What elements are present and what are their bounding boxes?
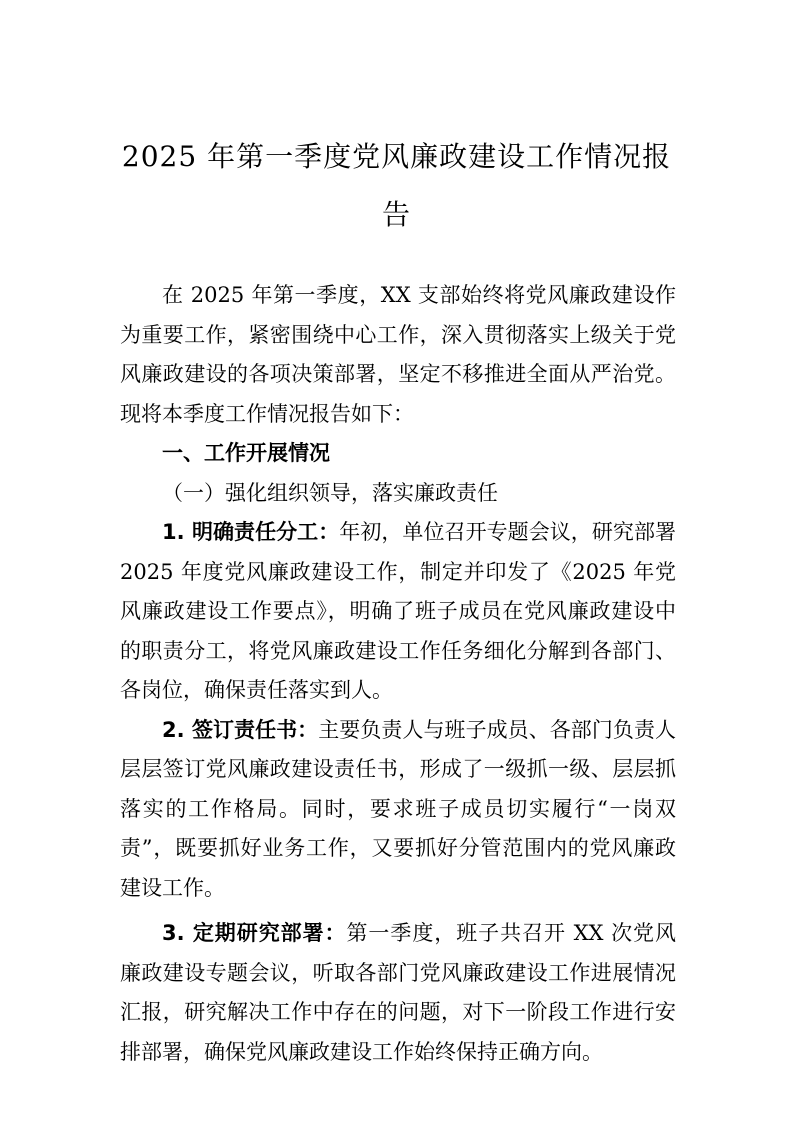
document-title-line2: 告 — [381, 198, 411, 231]
document-title-line1: 2025 年第一季度党风廉政建设工作情况报 — [121, 140, 672, 173]
document-body — [120, 276, 676, 1072]
intro-paragraph: 在 2025 年第一季度，XX 支部始终将党风廉政建设作为重要工作，紧密围绕中心工作，深入贯彻落实上级关于党风廉政建设的各项决策部署，坚定不移推进全面从严治党。现将本季度工作情况报告如下： — [120, 283, 676, 426]
item-paragraph-2 — [120, 711, 676, 909]
item-lead-3: 3. 定期研究部署： — [162, 921, 347, 945]
item-paragraph-1 — [120, 513, 676, 711]
item-lead-1: 1. 明确责任分工： — [162, 520, 340, 544]
section-heading: 一、工作开展情况 — [162, 441, 330, 465]
item-paragraph-3 — [120, 914, 676, 1072]
item-text-3: 第一季度，班子共召开 XX 次党风廉政建设专题会议，听取各部门党风廉政建设工作进展情况汇报，研究解决工作中存在的问题，对下一阶段工作进行安排部署，确保党风廉政建设工作始终保持正确方向。 — [120, 921, 676, 1064]
subsection-heading: （一）强化组织领导，落实廉政责任 — [162, 480, 498, 505]
item-text-1: 年初，单位召开专题会议，研究部署 2025 年度党风廉政建设工作，制定并印发了《2025 年党风廉政建设工作要点》，明确了班子成员在党风廉政建设中的职责分工，将党风廉政建设工作任务细化分解到各部门、各岗位，确保责任落实到人。 — [120, 520, 676, 702]
item-lead-2: 2. 签订责任书： — [162, 717, 319, 742]
item-text-2: 主要负责人与班子成员、各部门负责人层层签订党风廉政建设责任书，形成了一级抓一级、层层抓落实的工作格局。同时，要求班子成员切实履行“一岗双责”，既要抓好业务工作，又要抓好分管范围内的党风廉政建设工作。 — [120, 717, 676, 900]
